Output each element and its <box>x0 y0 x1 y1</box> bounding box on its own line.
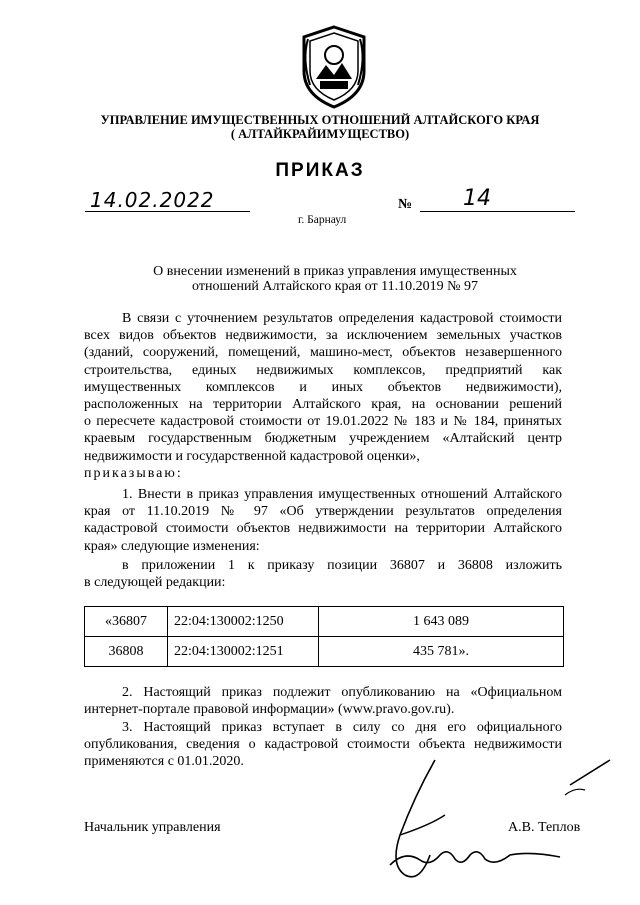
organization-name <box>0 113 640 141</box>
text-line: 3. Настоящий приказ вступает в силу со дня его официального <box>122 720 562 735</box>
text-line: 1. Внести в приказ управления имущественных отношений Алтайского <box>122 487 562 502</box>
intro-paragraph <box>84 310 562 482</box>
signatory-name: А.В. Теплов <box>508 820 581 835</box>
text-line: кадастровой стоимости объектов недвижимости на территории Алтайского <box>84 521 562 537</box>
subject-line: отношений Алтайского края от 11.10.2019 № 97 <box>192 279 478 294</box>
text-line: края» следующие изменения: <box>84 538 260 554</box>
position-cell: 36808 <box>85 637 168 667</box>
text-line: имущественных комплексов и иных объектов недвижимости), <box>84 379 562 395</box>
position-cell: «36807 <box>85 607 168 637</box>
text-line: края от 11.10.2019 № 97 «Об утверждении результатов определения <box>84 504 562 520</box>
text-line: (зданий, сооружений, помещений, машино-мест, объектов незавершенного <box>84 345 562 361</box>
text-line: применяются с 01.01.2020. <box>84 754 244 770</box>
document-number: 14 <box>463 186 491 211</box>
cadastral-value-cell: 1 643 089 <box>319 607 564 637</box>
text-line: интернет-портале правовой информации» (www.pravo.gov.ru). <box>84 702 455 718</box>
document-date: 14.02.2022 <box>90 188 215 212</box>
organization-name-line2: ( АЛТАЙКРАЙИМУЩЕСТВО) <box>230 127 410 141</box>
text-line: недвижимости и государственной кадастровой оценки», <box>84 448 420 464</box>
cadastral-number-cell: 22:04:130002:1250 <box>168 607 319 637</box>
item-2-paragraph <box>84 684 562 718</box>
handwritten-signature-icon <box>360 755 620 890</box>
text-line: краевым государственным бюджетным учреждением «Алтайский центр <box>84 431 562 447</box>
item-1-paragraph <box>84 486 562 555</box>
number-underline <box>420 211 575 212</box>
document-title: ПРИКАЗ <box>275 160 365 181</box>
table-row <box>85 607 564 637</box>
cadastral-number-cell: 22:04:130002:1251 <box>168 637 319 667</box>
text-line: опубликования, сведения о кадастровой стоимости объекта недвижимости <box>84 737 562 753</box>
signatory-position: Начальник управления <box>84 820 221 835</box>
date-underline <box>85 211 250 212</box>
coat-of-arms-icon <box>298 25 370 109</box>
text-line: всех видов объектов недвижимости, за исключением земельных участков <box>84 328 562 344</box>
text-line: расположенных на территории Алтайского края, на основании решений <box>84 397 562 413</box>
city-name: г. Барнаул <box>298 214 347 226</box>
text-line: в приложении 1 к приказу позиции 36807 и 36808 изложить <box>122 558 562 573</box>
cadastral-value-cell: 435 781». <box>319 637 564 667</box>
document-subject <box>110 264 560 294</box>
organization-name-line1: УПРАВЛЕНИЕ ИМУЩЕСТВЕННЫХ ОТНОШЕНИЙ АЛТАЙСКОГО КРАЯ <box>100 113 540 127</box>
text-line: в следующей редакции: <box>84 575 226 591</box>
positions-table <box>84 606 564 667</box>
number-label: № <box>398 197 413 212</box>
subject-line: О внесении изменений в приказ управления имущественных <box>153 264 517 279</box>
text-line: строительства, единых недвижимых комплексов, предприятий как <box>84 362 562 378</box>
text-line: 2. Настоящий приказ подлежит опубликованию на «Официальном <box>122 685 562 700</box>
text-line: В связи с уточнением результатов определения кадастровой стоимости <box>122 311 562 326</box>
order-word: приказываю: <box>84 465 183 481</box>
table-row <box>85 637 564 667</box>
text-line: о пересчете кадастровой стоимости от 19.01.2022 № 183 и № 184, принятых <box>84 414 562 430</box>
item-1-subparagraph <box>84 557 562 591</box>
